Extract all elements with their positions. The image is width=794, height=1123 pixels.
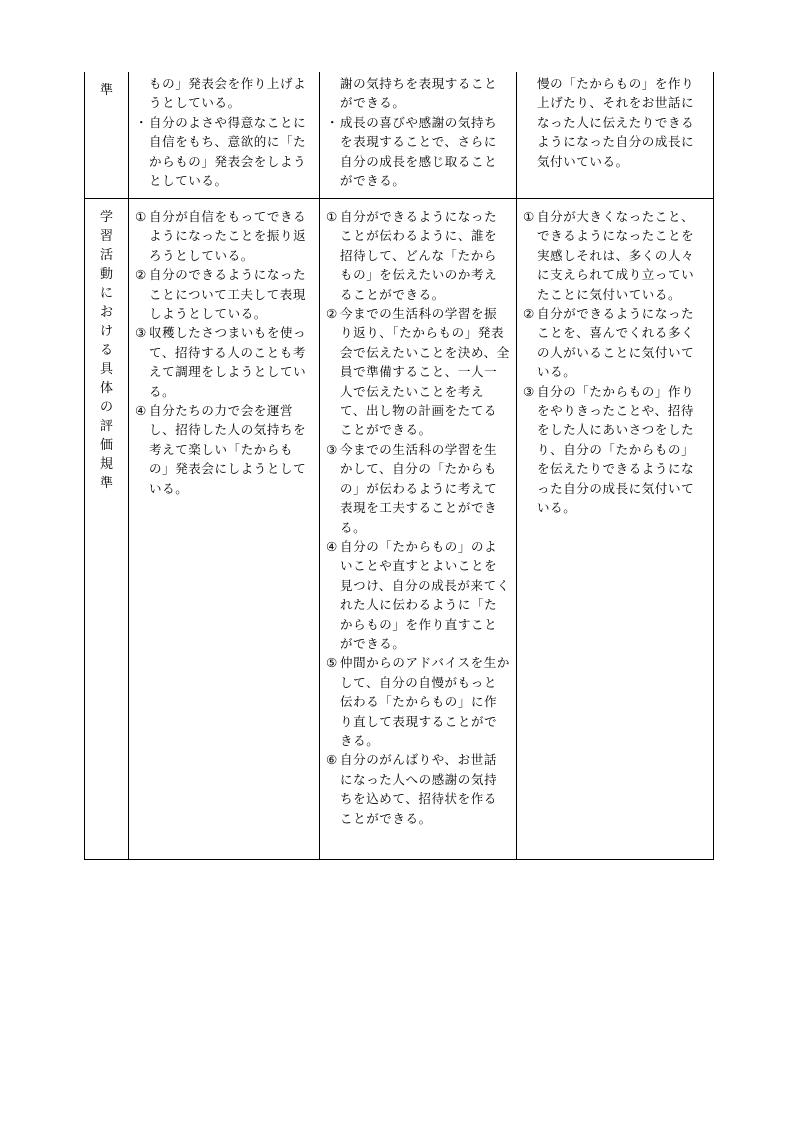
list-item-text: 自分の「たからもの」のよいことや直すとよいことを見つけ、自分の成長が来てくれた人に伝わるように「たからもの」を作り直すことができる。 xyxy=(340,538,510,651)
list-item-text: 仲間からのアドバイスを生かして、自分の自慢がもっと伝わる「たからもの」に作り直して表現することができる。 xyxy=(340,655,510,748)
list-item-text: 収穫したさつまいもを使って、招待する人のことも考えて調理をしようとしている。 xyxy=(149,325,307,399)
criteria-cell-2 xyxy=(320,199,517,860)
list-item xyxy=(326,304,510,440)
number-mark: ① xyxy=(326,209,338,224)
list-item xyxy=(135,113,313,191)
criteria-cell-3 xyxy=(517,199,714,860)
criteria-cell-3 xyxy=(517,72,714,199)
continued-text: もの」発表会を作り上げようとしている。 xyxy=(149,76,307,111)
row-label-char: お xyxy=(99,305,113,320)
continued-text: 謝の気持ちを表現することができる。 xyxy=(340,76,498,111)
continued-text: 慢の「たからもの」を作り上げたり、それをお世話になった人に伝えたりできるようになった自分の成長に気付いている。 xyxy=(537,76,695,169)
list-item-text: 自分ができるようになったことを、喜んでくれる多くの人がいることに気付いている。 xyxy=(537,306,695,380)
number-mark: ② xyxy=(326,306,338,322)
list-item xyxy=(326,207,510,304)
list-item-text: 今までの生活科の学習を振り返り、「たからもの」発表会で伝えたいことを決め、全員で準備すること、一人一人で伝えたいことを考えて、出し物の計画をたてることができる。 xyxy=(340,306,510,438)
criteria-cell-1 xyxy=(129,72,320,199)
row-label-char: る xyxy=(99,343,113,358)
list-item-text: 自分のがんばりや、お世話になった人への感謝の気持ちを込めて、招待状を作ることができる。 xyxy=(340,752,498,826)
list-item-text: 成長の喜びや感謝の気持ちを表現することで、さらに自分の成長を感じ取ることができる。 xyxy=(340,114,498,189)
row-label-char: 動 xyxy=(99,267,113,282)
number-mark: ③ xyxy=(326,441,338,457)
number-mark: ③ xyxy=(523,383,535,399)
list-item-text: 今までの生活科の学習を生かして、自分の「たからもの」が伝わるように考えて表現を工夫することができる。 xyxy=(340,441,498,535)
list-item xyxy=(326,653,510,750)
vertical-row-label xyxy=(85,199,128,493)
list-item xyxy=(326,537,510,653)
evaluation-criteria-table xyxy=(84,72,714,860)
row-label-char: け xyxy=(99,324,113,339)
list-item xyxy=(523,207,707,304)
list-item-text: 自分ができるようになったことが伝わるように、誰を招待して、どんな「たからもの」を伝えたいのか考えることができる。 xyxy=(340,209,498,302)
row-label-char: 活 xyxy=(99,248,113,263)
row-label-char: 準 xyxy=(99,476,113,491)
list-item xyxy=(326,750,510,828)
criteria-cell-1 xyxy=(129,199,320,860)
row-label-char: 規 xyxy=(99,457,113,472)
row-label-char: 価 xyxy=(99,438,113,453)
number-mark: ① xyxy=(135,209,147,224)
bullet-mark: ・ xyxy=(135,114,149,130)
list-item-text: 自分が自信をもってできるようになったことを振り返ろうとしている。 xyxy=(149,209,307,263)
list-item xyxy=(523,382,707,518)
number-mark: ① xyxy=(523,209,535,224)
row-label-char: 評 xyxy=(99,419,113,434)
bullet-mark: ・ xyxy=(326,114,340,130)
row-label-char: に xyxy=(99,286,113,301)
list-item-text: 自分が大きくなったこと、できるようになったことを実感しそれは、多くの人々に支えられて成り立っていたことに気付いている。 xyxy=(537,209,695,302)
list-item xyxy=(135,207,313,265)
list-item xyxy=(135,265,313,323)
row-label-char: 学 xyxy=(99,210,113,225)
list-item xyxy=(135,323,313,401)
row-label-char: 具 xyxy=(99,362,113,377)
number-mark: ② xyxy=(135,267,147,283)
row-label-cell xyxy=(85,199,129,860)
list-item xyxy=(326,113,510,191)
criteria-cell-2 xyxy=(320,72,517,199)
table-row-specific-criteria xyxy=(85,199,714,860)
list-item-text: 自分のよさや得意なことに自信をもち、意欲的に「たからもの」発表会をしようとしている。 xyxy=(149,114,307,189)
list-item-text: 自分たちの力で会を運営し、招待した人の気持ちを考えて楽しい「たからもの」発表会にしようとしている。 xyxy=(149,403,307,496)
number-mark: ③ xyxy=(135,325,147,341)
row-label-char: 体 xyxy=(99,381,113,396)
list-item xyxy=(523,304,707,382)
row-label-char: 準 xyxy=(99,83,113,98)
number-mark: ④ xyxy=(326,538,338,554)
list-item-text: 自分のできるようになったことについて工夫して表現しようとしている。 xyxy=(149,267,307,322)
list-item xyxy=(135,401,313,498)
row-label-char: 習 xyxy=(99,229,113,244)
row-label-cell xyxy=(85,72,129,199)
number-mark: ④ xyxy=(135,403,147,419)
table-row-criteria-continued xyxy=(85,72,714,199)
list-item xyxy=(326,440,510,537)
number-mark: ⑥ xyxy=(326,752,338,768)
list-item-text: 自分の「たからもの」作りをやりきったことや、招待をした人にあいさつをしたり、自分の「たからもの」を伝えたりできるようになった自分の成長に気付いている。 xyxy=(537,383,695,516)
row-label-char: の xyxy=(99,400,113,415)
number-mark: ② xyxy=(523,306,535,322)
number-mark: ⑤ xyxy=(326,655,338,671)
